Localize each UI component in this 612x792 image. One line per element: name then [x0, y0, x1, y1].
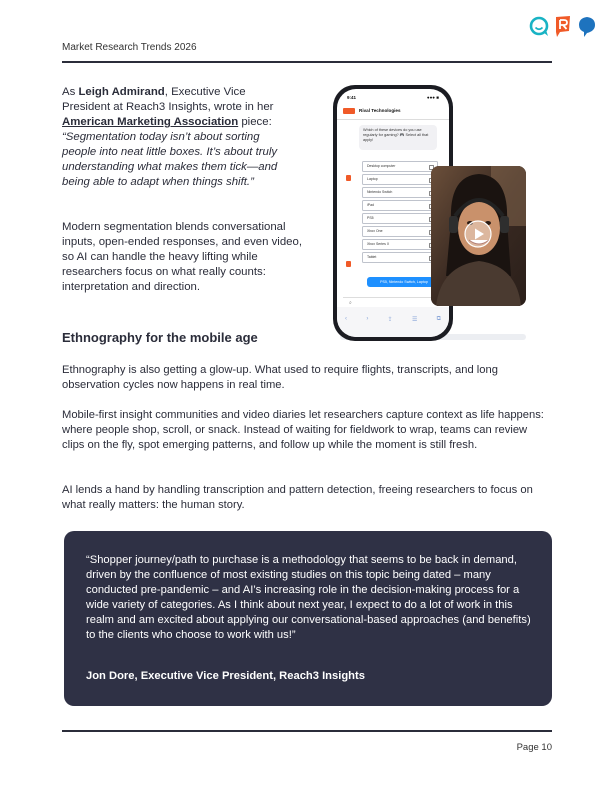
pull-quote-box: [64, 531, 552, 706]
bot-avatar-icon: [346, 175, 351, 181]
section-heading: Ethnography for the mobile age: [62, 330, 258, 345]
brand-logos: [529, 14, 599, 38]
tabs-icon[interactable]: ⧉: [436, 316, 441, 322]
app-title: Rival Technologies: [359, 108, 401, 113]
bookmarks-icon[interactable]: ☰: [411, 317, 418, 323]
option-checkbox[interactable]: Nintendo Switch: [362, 187, 438, 198]
search-icon: ⌕: [349, 300, 352, 306]
author-name: Leigh Admirand: [78, 86, 165, 98]
bot-avatar-icon: [346, 261, 351, 267]
piece-text: piece:: [238, 116, 272, 128]
footer-divider: [62, 730, 552, 732]
play-icon[interactable]: [464, 220, 492, 248]
options-list: [362, 161, 438, 265]
option-checkbox[interactable]: PS5: [362, 213, 438, 224]
running-header: Market Research Trends 2026: [62, 42, 197, 53]
intro-lead: As: [62, 86, 79, 98]
body-paragraph: AI lends a hand by handling transcription and pattern detection, freeing researchers to focus on what really matters: the human story.: [62, 484, 533, 511]
option-checkbox[interactable]: Xbox Series X: [362, 239, 438, 250]
option-checkbox[interactable]: Tablet: [362, 252, 438, 263]
browser-toolbar: [337, 307, 449, 337]
forward-icon[interactable]: ›: [366, 316, 369, 322]
reach3-r-logo-icon: [556, 16, 570, 37]
body-paragraph: Ethnography is also getting a glow-up. What used to require flights, transcripts, and long observation cycles now happens in real time.: [62, 364, 498, 391]
author-role-text: , Executive Vice President at Reach3 Insights, wrote in her: [62, 86, 274, 113]
blue-drop-logo-icon: [579, 17, 595, 37]
chat-bubble-logo-icon: [531, 18, 548, 36]
intro-paragraph: [62, 85, 296, 190]
body-paragraph: Mobile-first insight communities and video diaries let researchers capture context as life happens: where people shop, scroll, or snack. Instead of waiting for fieldwork to wrap, teams can review clips on the fly, spot emerging patterns, and follow up while the moment is still fresh.: [62, 409, 544, 451]
question-bubble: Which of these devices do you use regularly for gaming? 🎮 Select all that apply!: [359, 125, 437, 150]
app-header: [337, 105, 449, 120]
segmentation-paragraph: Modern segmentation blends conversational inputs, open-ended responses, and even video, so AI can handle the heavy lifting while researchers focus on what really counts: interpretation and direction.: [62, 221, 303, 293]
share-icon[interactable]: ⇪: [387, 317, 393, 323]
option-checkbox[interactable]: Xbox One: [362, 226, 438, 237]
status-time: 9:41: [347, 95, 357, 100]
page-number: Page 10: [516, 742, 552, 753]
rival-logo-icon: [343, 108, 355, 114]
answer-bubble: PS5, Nintendo Switch, Laptop: [367, 277, 441, 287]
option-checkbox[interactable]: Desktop computer: [362, 161, 438, 172]
option-checkbox[interactable]: Laptop: [362, 174, 438, 185]
pull-quote-text: “Shopper journey/path to purchase is a methodology that seems to be back in demand, driven by the confluence of most existing studies on this topic being dated – many conducted pre-pandemic – and AI’s increasing role in the decision-making process for a wide variety of categories. As I think about next year, I expect to do a lot of work in this realm and am excited about applying our conversational-based approaches (and benefits) to the clients who choose to work with us!”: [86, 554, 531, 641]
video-diary-card[interactable]: [431, 166, 526, 306]
back-icon[interactable]: ‹: [345, 316, 347, 322]
header-divider: [62, 61, 552, 63]
segmentation-quote: “Segmentation today isn’t about sorting people into neat little boxes. It’s about truly understanding what makes them tick—and being able to adapt when things shift.”: [62, 131, 278, 188]
pull-quote-author: Jon Dore, Executive Vice President, Reach3 Insights: [86, 670, 365, 682]
option-checkbox[interactable]: iPad: [362, 200, 438, 211]
ama-link[interactable]: American Marketing Association: [62, 116, 239, 128]
signal-battery-icon: ●●● ■: [426, 95, 439, 100]
